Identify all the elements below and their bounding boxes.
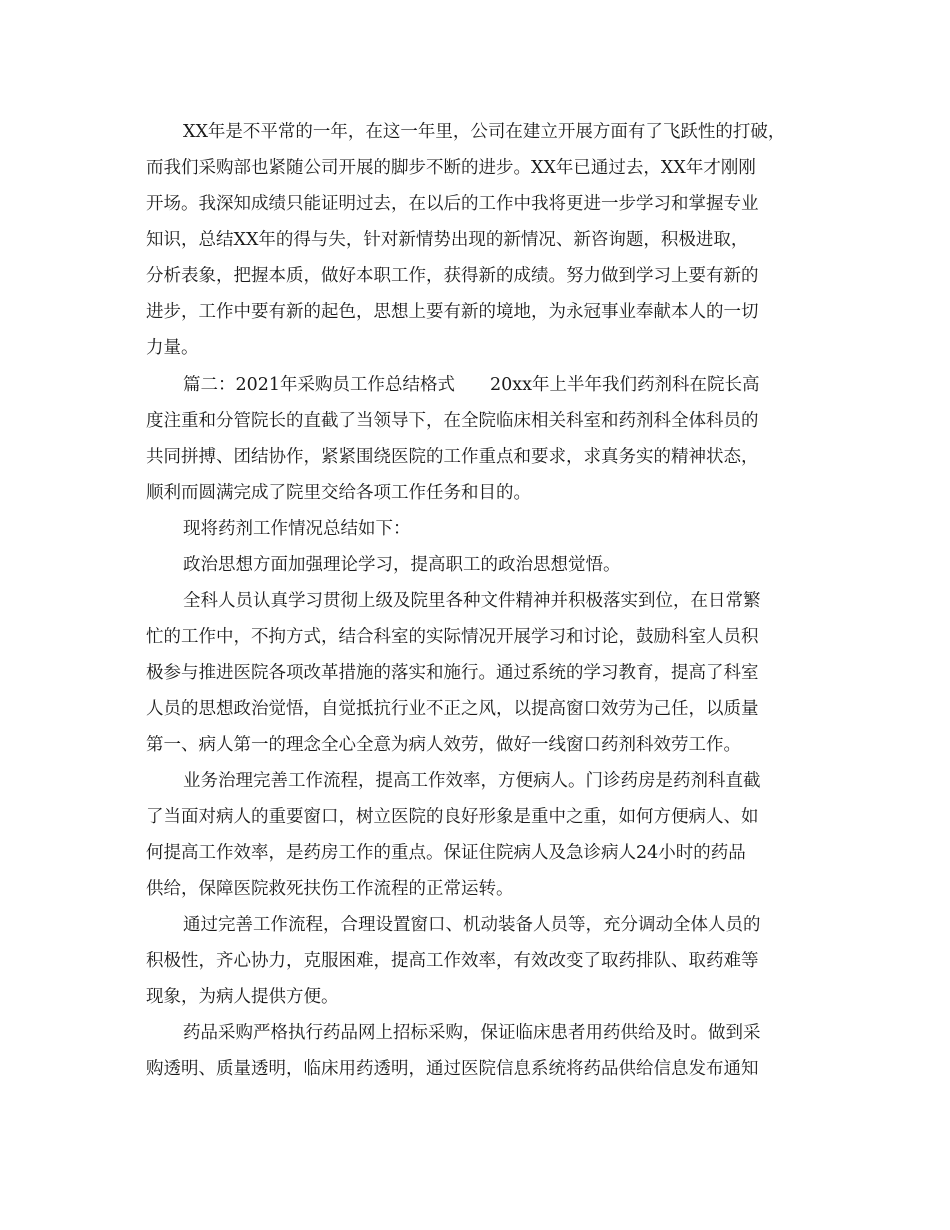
text-line-16: 极参与推进医院各项改革措施的落实和施行。通过系统的学习教育，提高了科室	[146, 663, 759, 683]
text-line-14: 全科人员认真学习贯彻上级及院里各种文件精神并积极落实到位，在日常繁	[183, 591, 761, 611]
text-line-21: 何提高工作效率，是药房工作的重点。保证住院病人及急诊病人24小时的药品	[146, 843, 746, 863]
text-line-25: 现象，为病人提供方便。	[146, 987, 339, 1007]
text-line-8: 篇二：2021年采购员工作总结格式 20xx年上半年我们药剂科在院长高	[183, 375, 760, 395]
text-line-17: 人员的思想政治觉悟，自觉抵抗行业不正之风，以提高窗口效劳为己任，以质量	[146, 699, 759, 719]
text-line-9: 度注重和分管院长的直截了当领导下，在全院临床相关科室和药剂科全体科员的	[146, 411, 759, 431]
text-line-20: 了当面对病人的重要窗口，树立医院的良好形象是重中之重，如何方便病人、如	[146, 807, 759, 827]
text-line-10: 共同拼搏、团结协作，紧紧围绕医院的工作重点和要求，求真务实的精神状态，	[146, 447, 759, 467]
text-line-7: 力量。	[146, 338, 199, 358]
text-line-22: 供给，保障医院救死扶伤工作流程的正常运转。	[146, 879, 514, 899]
text-line-26: 药品采购严格执行药品网上招标采购，保证临床患者用药供给及时。做到采	[183, 1023, 761, 1043]
text-line-19: 业务治理完善工作流程，提高工作效率，方便病人。门诊药房是药剂科直截	[183, 771, 761, 791]
text-line-24: 积极性，齐心协力，克服困难，提高工作效率，有效改变了取药排队、取药难等	[146, 951, 759, 971]
text-line-2: 而我们采购部也紧随公司开展的脚步不断的进步。XX年已通过去，XX年才刚刚	[146, 158, 756, 178]
text-line-18: 第一、病人第一的理念全心全意为病人效劳，做好一线窗口药剂科效劳工作。	[146, 735, 741, 755]
text-line-4: 知识，总结XX年的得与失，针对新情势出现的新情况、新咨询题，积极进取，	[146, 230, 749, 250]
text-line-12: 现将药剂工作情况总结如下：	[183, 519, 411, 539]
text-line-1: XX年是不平常的一年，在这一年里，公司在建立开展方面有了飞跃性的打破，	[183, 122, 786, 142]
text-line-3: 开场。我深知成绩只能证明过去，在以后的工作中我将更进一步学习和掌握专业	[146, 194, 759, 214]
text-line-23: 通过完善工作流程，合理设置窗口、机动装备人员等，充分调动全体人员的	[183, 915, 761, 935]
text-line-11: 顺利而圆满完成了院里交给各项工作任务和目的。	[146, 483, 531, 503]
text-line-13: 政治思想方面加强理论学习，提高职工的政治思想觉悟。	[183, 555, 621, 575]
text-line-15: 忙的工作中，不拘方式，结合科室的实际情况开展学习和讨论，鼓励科室人员积	[146, 627, 759, 647]
text-line-5: 分析表象，把握本质，做好本职工作，获得新的成绩。努力做到学习上要有新的	[146, 266, 759, 286]
text-line-6: 进步，工作中要有新的起色，思想上要有新的境地，为永冠事业奉献本人的一切	[146, 302, 759, 322]
text-line-27: 购透明、质量透明，临床用药透明，通过医院信息系统将药品供给信息发布通知	[146, 1059, 759, 1079]
